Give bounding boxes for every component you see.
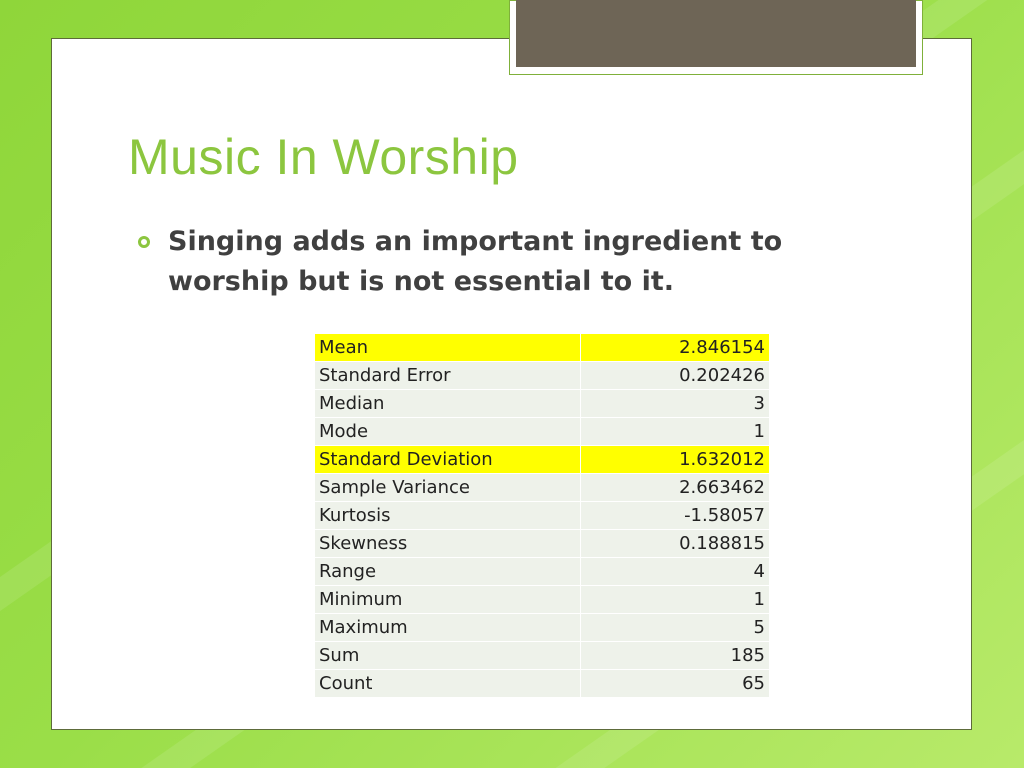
stat-label: Maximum [315,614,581,642]
table-row [315,418,770,446]
stat-label: Standard Error [315,362,581,390]
table-row [315,614,770,642]
circle-bullet-icon [138,236,150,248]
stat-value: 1.632012 [581,446,770,474]
stat-label: Standard Deviation [315,446,581,474]
header-tab [516,0,916,67]
slide-title: Music In Worship [128,129,519,185]
table-row [315,642,770,670]
stat-value: -1.58057 [581,502,770,530]
table-row [315,334,770,362]
stat-value: 65 [581,670,770,698]
table-row [315,362,770,390]
stat-value: 3 [581,390,770,418]
stat-label: Range [315,558,581,586]
descriptive-statistics-table [314,333,770,698]
table-row [315,530,770,558]
stat-label: Kurtosis [315,502,581,530]
table-row [315,502,770,530]
stat-label: Sum [315,642,581,670]
table-row [315,670,770,698]
stat-label: Minimum [315,586,581,614]
stat-value: 1 [581,418,770,446]
stat-value: 5 [581,614,770,642]
stat-label: Median [315,390,581,418]
bullet-text: Singing adds an important ingredient to worship but is not essential to it. [168,226,783,297]
stat-value: 1 [581,586,770,614]
stat-value: 2.663462 [581,474,770,502]
stat-value: 2.846154 [581,334,770,362]
table-row [315,558,770,586]
stat-value: 0.202426 [581,362,770,390]
stat-label: Mode [315,418,581,446]
stat-value: 185 [581,642,770,670]
table-row [315,446,770,474]
stat-value: 4 [581,558,770,586]
table-row [315,390,770,418]
stat-value: 0.188815 [581,530,770,558]
table-row [315,586,770,614]
stat-label: Skewness [315,530,581,558]
table-row [315,474,770,502]
stat-label: Count [315,670,581,698]
stat-label: Sample Variance [315,474,581,502]
stat-label: Mean [315,334,581,362]
